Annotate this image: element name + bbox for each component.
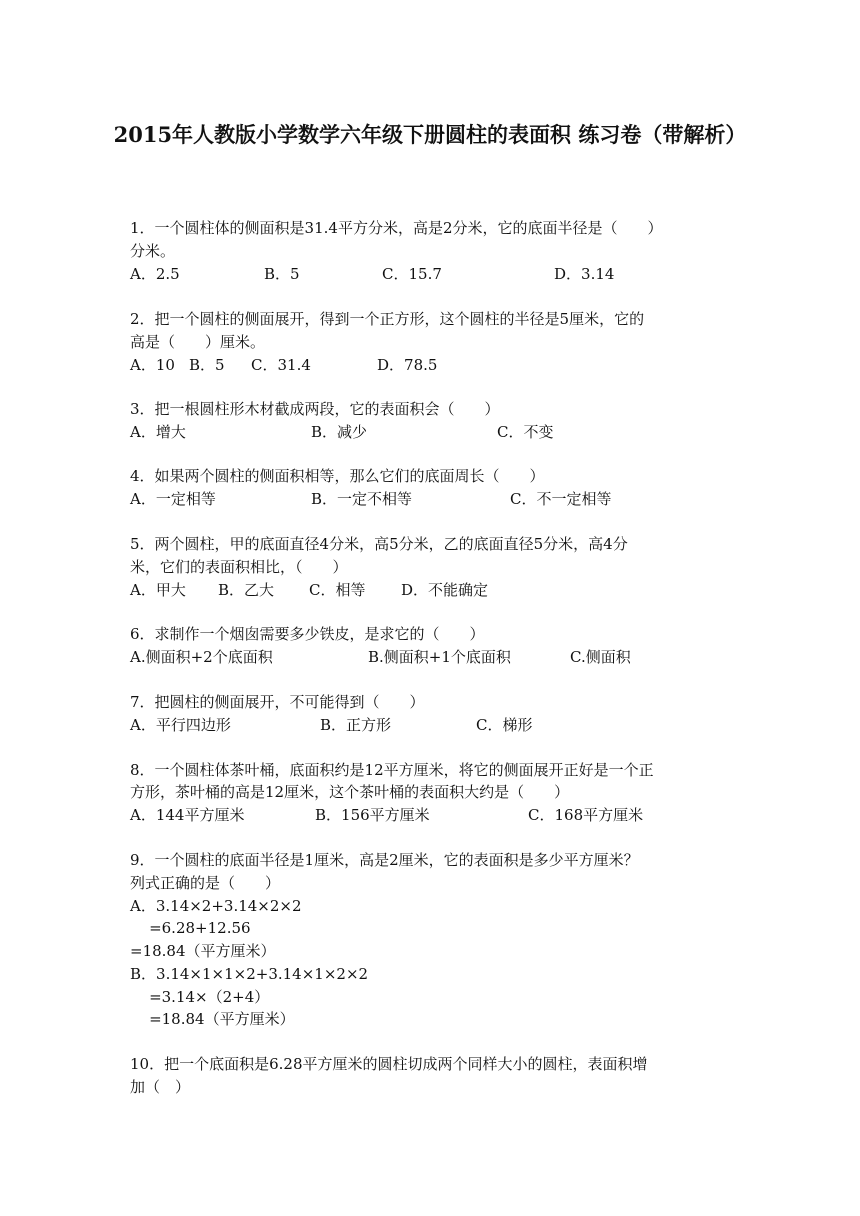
question-9-line-6: B．3.14×1×1×2+3.14×1×2×2 bbox=[130, 965, 369, 983]
question-2-line-2: 高是（ ）厘米。 bbox=[130, 333, 266, 351]
question-6-option-b: B.侧面积+1个底面积 bbox=[368, 648, 511, 666]
question-6-option-c: C.侧面积 bbox=[570, 648, 631, 666]
question-9-line-7: =3.14×（2+4） bbox=[130, 988, 270, 1006]
document-title: 2015年人教版小学数学六年级下册圆柱的表面积 练习卷（带解析） bbox=[113, 122, 747, 147]
question-1-option-d: D．3.14 bbox=[554, 265, 615, 283]
question-2-option-a: A．10 bbox=[130, 356, 175, 374]
question-4-option-b: B．一定不相等 bbox=[311, 490, 413, 508]
question-7-option-b: B．正方形 bbox=[320, 716, 392, 734]
question-5-option-d: D．不能确定 bbox=[401, 581, 489, 599]
question-7-option-a: A．平行四边形 bbox=[130, 716, 231, 734]
question-5-option-c: C．相等 bbox=[309, 581, 366, 599]
question-3-line-1: 3．把一根圆柱形木材截成两段，它的表面积会（ ） bbox=[130, 400, 500, 418]
question-7-option-c: C．梯形 bbox=[476, 716, 533, 734]
question-1-option-a: A．2.5 bbox=[130, 265, 180, 283]
question-4-option-c: C．不一定相等 bbox=[510, 490, 612, 508]
question-2-option-c: C．31.4 bbox=[251, 356, 311, 374]
question-9-line-1: 9．一个圆柱的底面半径是1厘米，高是2厘米，它的表面积是多少平方厘米？ bbox=[130, 851, 639, 869]
question-6-line-1: 6．求制作一个烟囱需要多少铁皮，是求它的（ ） bbox=[130, 625, 485, 643]
question-1-line-1: 1．一个圆柱体的侧面积是31.4平方分米，高是2分米，它的底面半径是（ ） bbox=[130, 219, 663, 237]
question-9-line-3: A．3.14×2+3.14×2×2 bbox=[130, 897, 302, 915]
question-8-option-c: C．168平方厘米 bbox=[528, 806, 644, 824]
question-9-line-4: =6.28+12.56 bbox=[130, 919, 251, 937]
question-3-option-a: A．增大 bbox=[130, 423, 186, 441]
question-8-line-2: 方形，茶叶桶的高是12厘米，这个茶叶桶的表面积大约是（ ） bbox=[130, 783, 570, 801]
question-9-line-5: =18.84（平方厘米） bbox=[130, 942, 276, 960]
question-3-option-c: C．不变 bbox=[497, 423, 554, 441]
question-1-line-2: 分米。 bbox=[130, 242, 176, 260]
question-8-line-1: 8．一个圆柱体茶叶桶，底面积约是12平方厘米，将它的侧面展开正好是一个正 bbox=[130, 761, 654, 779]
question-10-line-1: 10．把一个底面积是6.28平方厘米的圆柱切成两个同样大小的圆柱，表面积增 bbox=[130, 1055, 648, 1073]
question-5-line-1: 5．两个圆柱，甲的底面直径4分米，高5分米，乙的底面直径5分米，高4分 bbox=[130, 535, 628, 553]
question-2-line-1: 2．把一个圆柱的侧面展开，得到一个正方形，这个圆柱的半径是5厘米，它的 bbox=[130, 310, 645, 328]
question-1-option-b: B．5 bbox=[264, 265, 300, 283]
question-5-option-b: B．乙大 bbox=[218, 581, 275, 599]
question-4-option-a: A．一定相等 bbox=[130, 490, 216, 508]
question-3-option-b: B．减少 bbox=[311, 423, 368, 441]
question-7-line-1: 7．把圆柱的侧面展开，不可能得到（ ） bbox=[130, 693, 425, 711]
question-8-option-a: A．144平方厘米 bbox=[130, 806, 245, 824]
question-9-line-2: 列式正确的是（ ） bbox=[130, 874, 281, 892]
question-6-option-a: A.侧面积+2个底面积 bbox=[130, 648, 273, 666]
question-8-option-b: B．156平方厘米 bbox=[315, 806, 430, 824]
question-9-line-8: =18.84（平方厘米） bbox=[130, 1010, 295, 1028]
question-5-option-a: A．甲大 bbox=[130, 581, 186, 599]
question-5-line-2: 米，它们的表面积相比，（ ） bbox=[130, 558, 348, 576]
question-1-option-c: C．15.7 bbox=[382, 265, 442, 283]
question-10-line-2: 加（ ） bbox=[130, 1078, 191, 1096]
question-2-option-b: B．5 bbox=[189, 356, 225, 374]
question-4-line-1: 4．如果两个圆柱的侧面积相等，那么它们的底面周长（ ） bbox=[130, 467, 545, 485]
question-2-option-d: D．78.5 bbox=[377, 356, 438, 374]
